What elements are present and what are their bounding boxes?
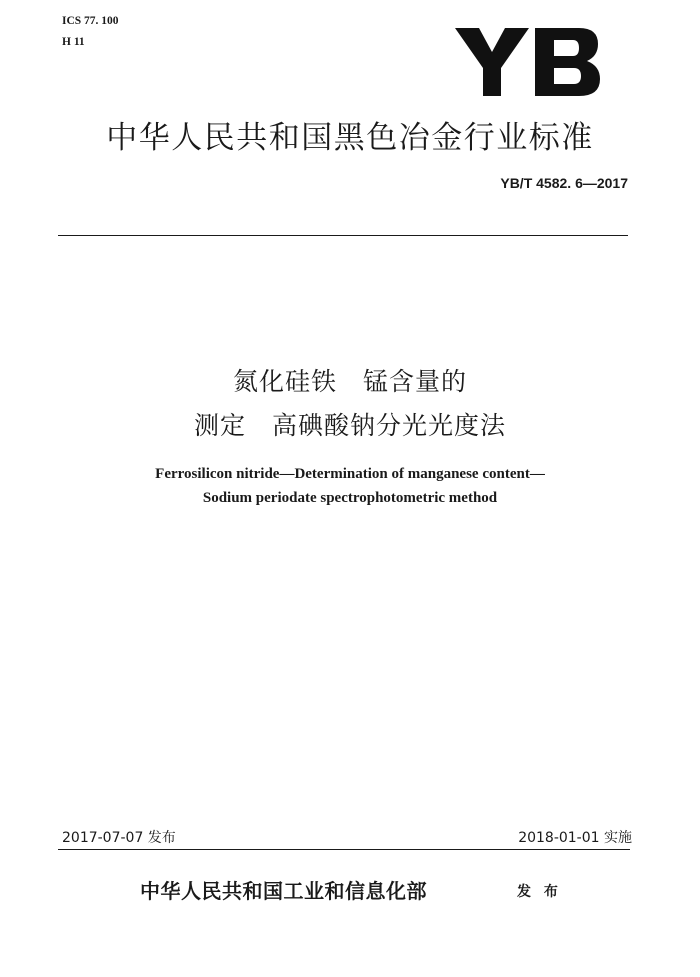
issue-date: 2017-07-07 发布 [62,830,176,846]
org-title: 中华人民共和国黑色冶金行业标准 [106,120,594,156]
chinese-title-line-1: 氮化硅铁 锰含量的 [232,367,467,396]
top-divider [58,235,628,236]
standard-number: YB/T 4582. 6—2017 [500,175,628,191]
publish-label: 发 布 [517,884,562,900]
chinese-title-line-2: 测定 高碘酸钠分光光度法 [193,411,506,440]
yb-logo [455,28,600,96]
english-title-line-1: Ferrosilicon nitride—Determination of manganese content— [155,466,545,482]
english-title-line-2: Sodium periodate spectrophotometric method [202,490,498,506]
issuing-authority: 中华人民共和国工业和信息化部 [140,879,427,903]
bottom-divider [58,849,630,850]
implementation-date: 2018-01-01 实施 [518,830,632,846]
category-code: H 11 [62,36,85,48]
ics-code: ICS 77. 100 [62,15,119,27]
